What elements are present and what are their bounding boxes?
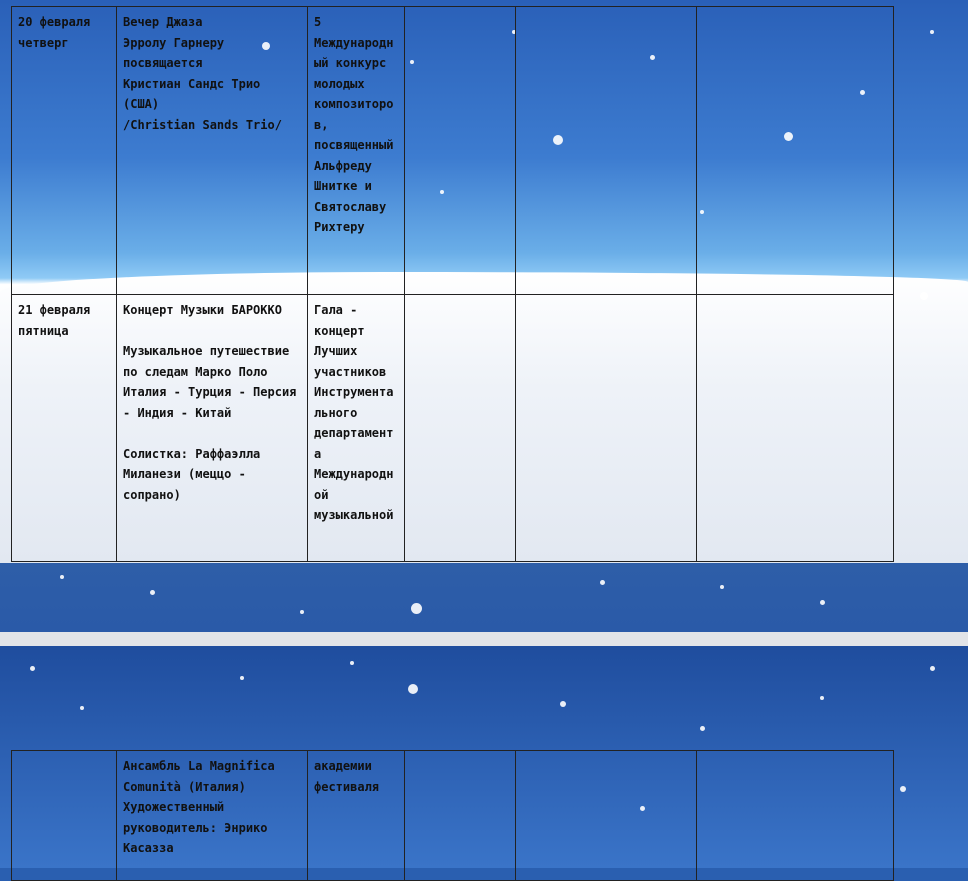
empty-cell: [405, 7, 516, 295]
empty-cell: [697, 295, 894, 562]
snowflake: [820, 600, 825, 605]
date-cell: 21 февраля пятница: [12, 295, 117, 562]
snowflake: [300, 610, 304, 614]
snowflake: [350, 661, 354, 665]
table-row: [12, 751, 894, 881]
snowflake: [411, 603, 422, 614]
snowflake: [30, 666, 35, 671]
date-cell: 20 февраля четверг: [12, 7, 117, 295]
empty-cell: [405, 295, 516, 562]
snowflake: [150, 590, 155, 595]
table-row: [12, 7, 894, 295]
academy-cell: академии фестиваля: [308, 751, 405, 881]
page-gap: [0, 632, 968, 646]
empty-cell: [697, 7, 894, 295]
snowflake: [80, 706, 84, 710]
schedule-table: [11, 6, 894, 562]
snowflake: [60, 575, 64, 579]
empty-cell: [516, 295, 697, 562]
snowflake: [240, 676, 244, 680]
schedule-table-continued: [11, 750, 894, 881]
competition-cell: 5 Международный конкурс молодых композиторов, посвященный Альфреду Шнитке и Святославу Рихтеру: [308, 7, 405, 295]
snowflake: [700, 726, 705, 731]
snowflake: [920, 292, 928, 300]
empty-cell: [516, 7, 697, 295]
sky-strip: [0, 563, 968, 632]
table-row: [12, 295, 894, 562]
snowflake: [600, 580, 605, 585]
snowflake: [930, 666, 935, 671]
empty-cell: [405, 751, 516, 881]
empty-cell: [697, 751, 894, 881]
snowflake: [720, 585, 724, 589]
date-cell: [12, 751, 117, 881]
empty-cell: [516, 751, 697, 881]
snowflake: [408, 684, 418, 694]
snowflake: [820, 696, 824, 700]
event-cell: Концерт Музыки БАРОККО Музыкальное путешествие по следам Марко Поло Италия - Турция - Персия - Индия - Китай Солистка: Раффаэлла Миланези (меццо - сопрано): [117, 295, 308, 562]
event-cell: Вечер Джаза Эрролу Гарнеру посвящается Кристиан Сандс Трио (США) /Christian Sands Trio/: [117, 7, 308, 295]
snowflake: [900, 786, 906, 792]
snowflake: [930, 30, 934, 34]
gala-cell: Гала - концерт Лучших участников Инструментального департамента Международной музыкальной: [308, 295, 405, 562]
snowflake: [560, 701, 566, 707]
event-cell: Ансамбль La Magnifica Comunità (Италия) Художественный руководитель: Энрико Касазза: [117, 751, 308, 881]
